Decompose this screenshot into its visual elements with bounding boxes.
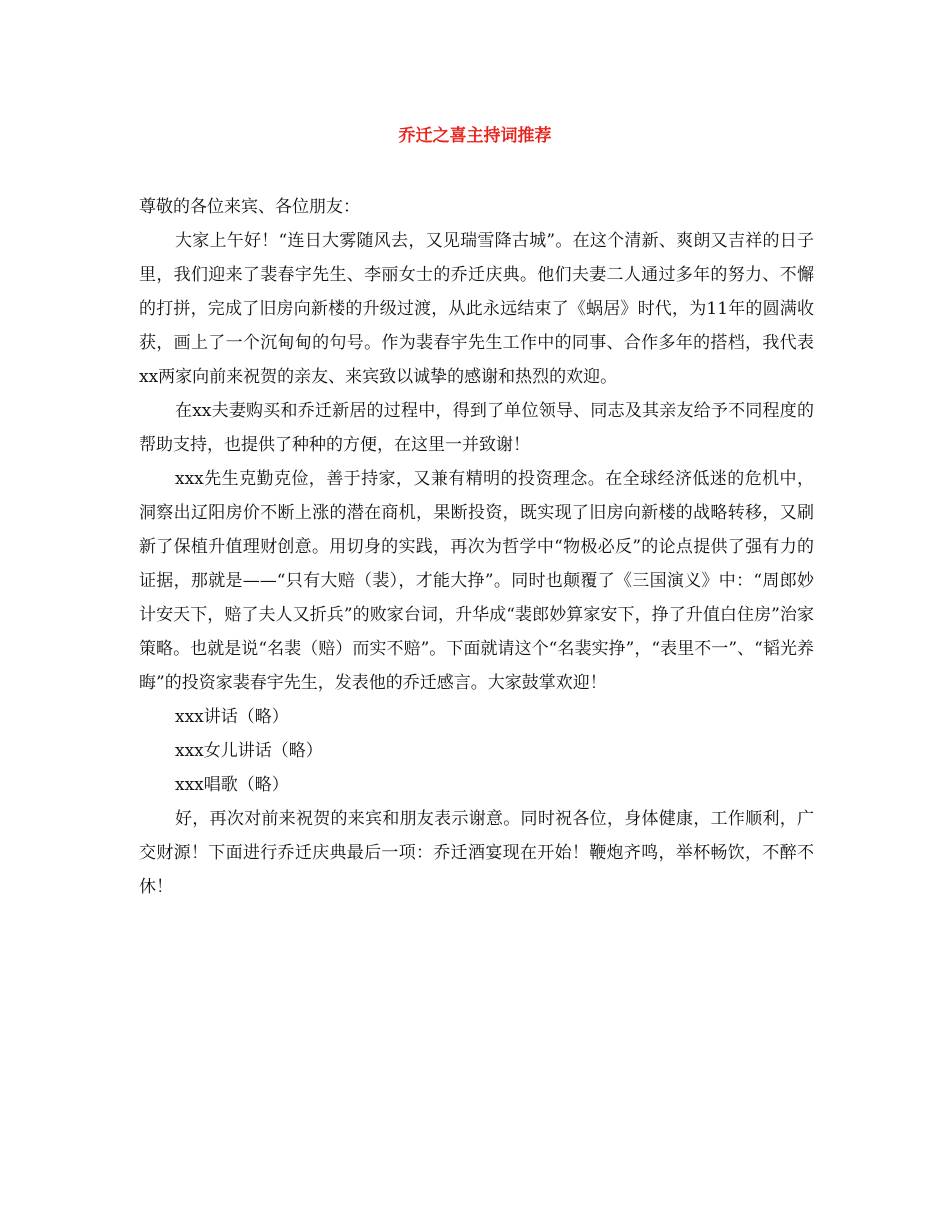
paragraph-closing: 好，再次对前来祝贺的来宾和朋友表示谢意。同时祝各位，身体健康，工作顺利，广交财源！下面进行乔迁庆典最后一项：乔迁酒宴现在开始！鞭炮齐鸣，举杯畅饮，不醉不休！ <box>139 809 814 897</box>
document-body <box>139 190 814 904</box>
program-item-song: xxx唱歌（略） <box>175 775 289 795</box>
program-item-speech: xxx讲话（略） <box>175 707 289 727</box>
program-item-daughter-speech: xxx女儿讲话（略） <box>175 741 323 761</box>
salutation: 尊敬的各位来宾、各位朋友： <box>139 197 360 217</box>
paragraph-greeting: 大家上午好！“连日大雾随风去，又见瑞雪降古城”。在这个清新、爽朗又吉祥的日子里，我们迎来了裴春宇先生、李丽女士的乔迁庆典。他们夫妻二人通过多年的努力、不懈的打拼，完成了旧房向新楼的升级过渡，从此永远结束了《蜗居》时代，为11年的圆满收获，画上了一个沉甸甸的句号。作为裴春宇先生工作中的同事、合作多年的搭档，我代表xx两家向前来祝贺的亲友、来宾致以诚挚的感谢和热烈的欢迎。 <box>139 231 814 387</box>
paragraph-introduction: xxx先生克勤克俭，善于持家，又兼有精明的投资理念。在全球经济低迷的危机中，洞察出辽阳房价不断上涨的潜在商机，果断投资，既实现了旧房向新楼的战略转移，又刷新了保植升值理财创意。用切身的实践，再次为哲学中“物极必反”的论点提供了强有力的证据，那就是——“只有大赔（裴），才能大挣”。同时也颠覆了《三国演义》中：“周郎妙计安天下，赔了夫人又折兵”的败家台词，升华成“裴郎妙算家安下，挣了升值白住房”治家策略。也就是说“名裴（赔）而实不赔”。下面就请这个“名裴实挣”，“表里不一”、“韬光养晦”的投资家裴春宇先生，发表他的乔迁感言。大家鼓掌欢迎！ <box>139 469 814 693</box>
document-title: 乔迁之喜主持词推荐 <box>398 126 552 146</box>
paragraph-thanks: 在xx夫妻购买和乔迁新居的过程中，得到了单位领导、同志及其亲友给予不同程度的帮助支持，也提供了种种的方便，在这里一并致谢！ <box>139 401 814 455</box>
